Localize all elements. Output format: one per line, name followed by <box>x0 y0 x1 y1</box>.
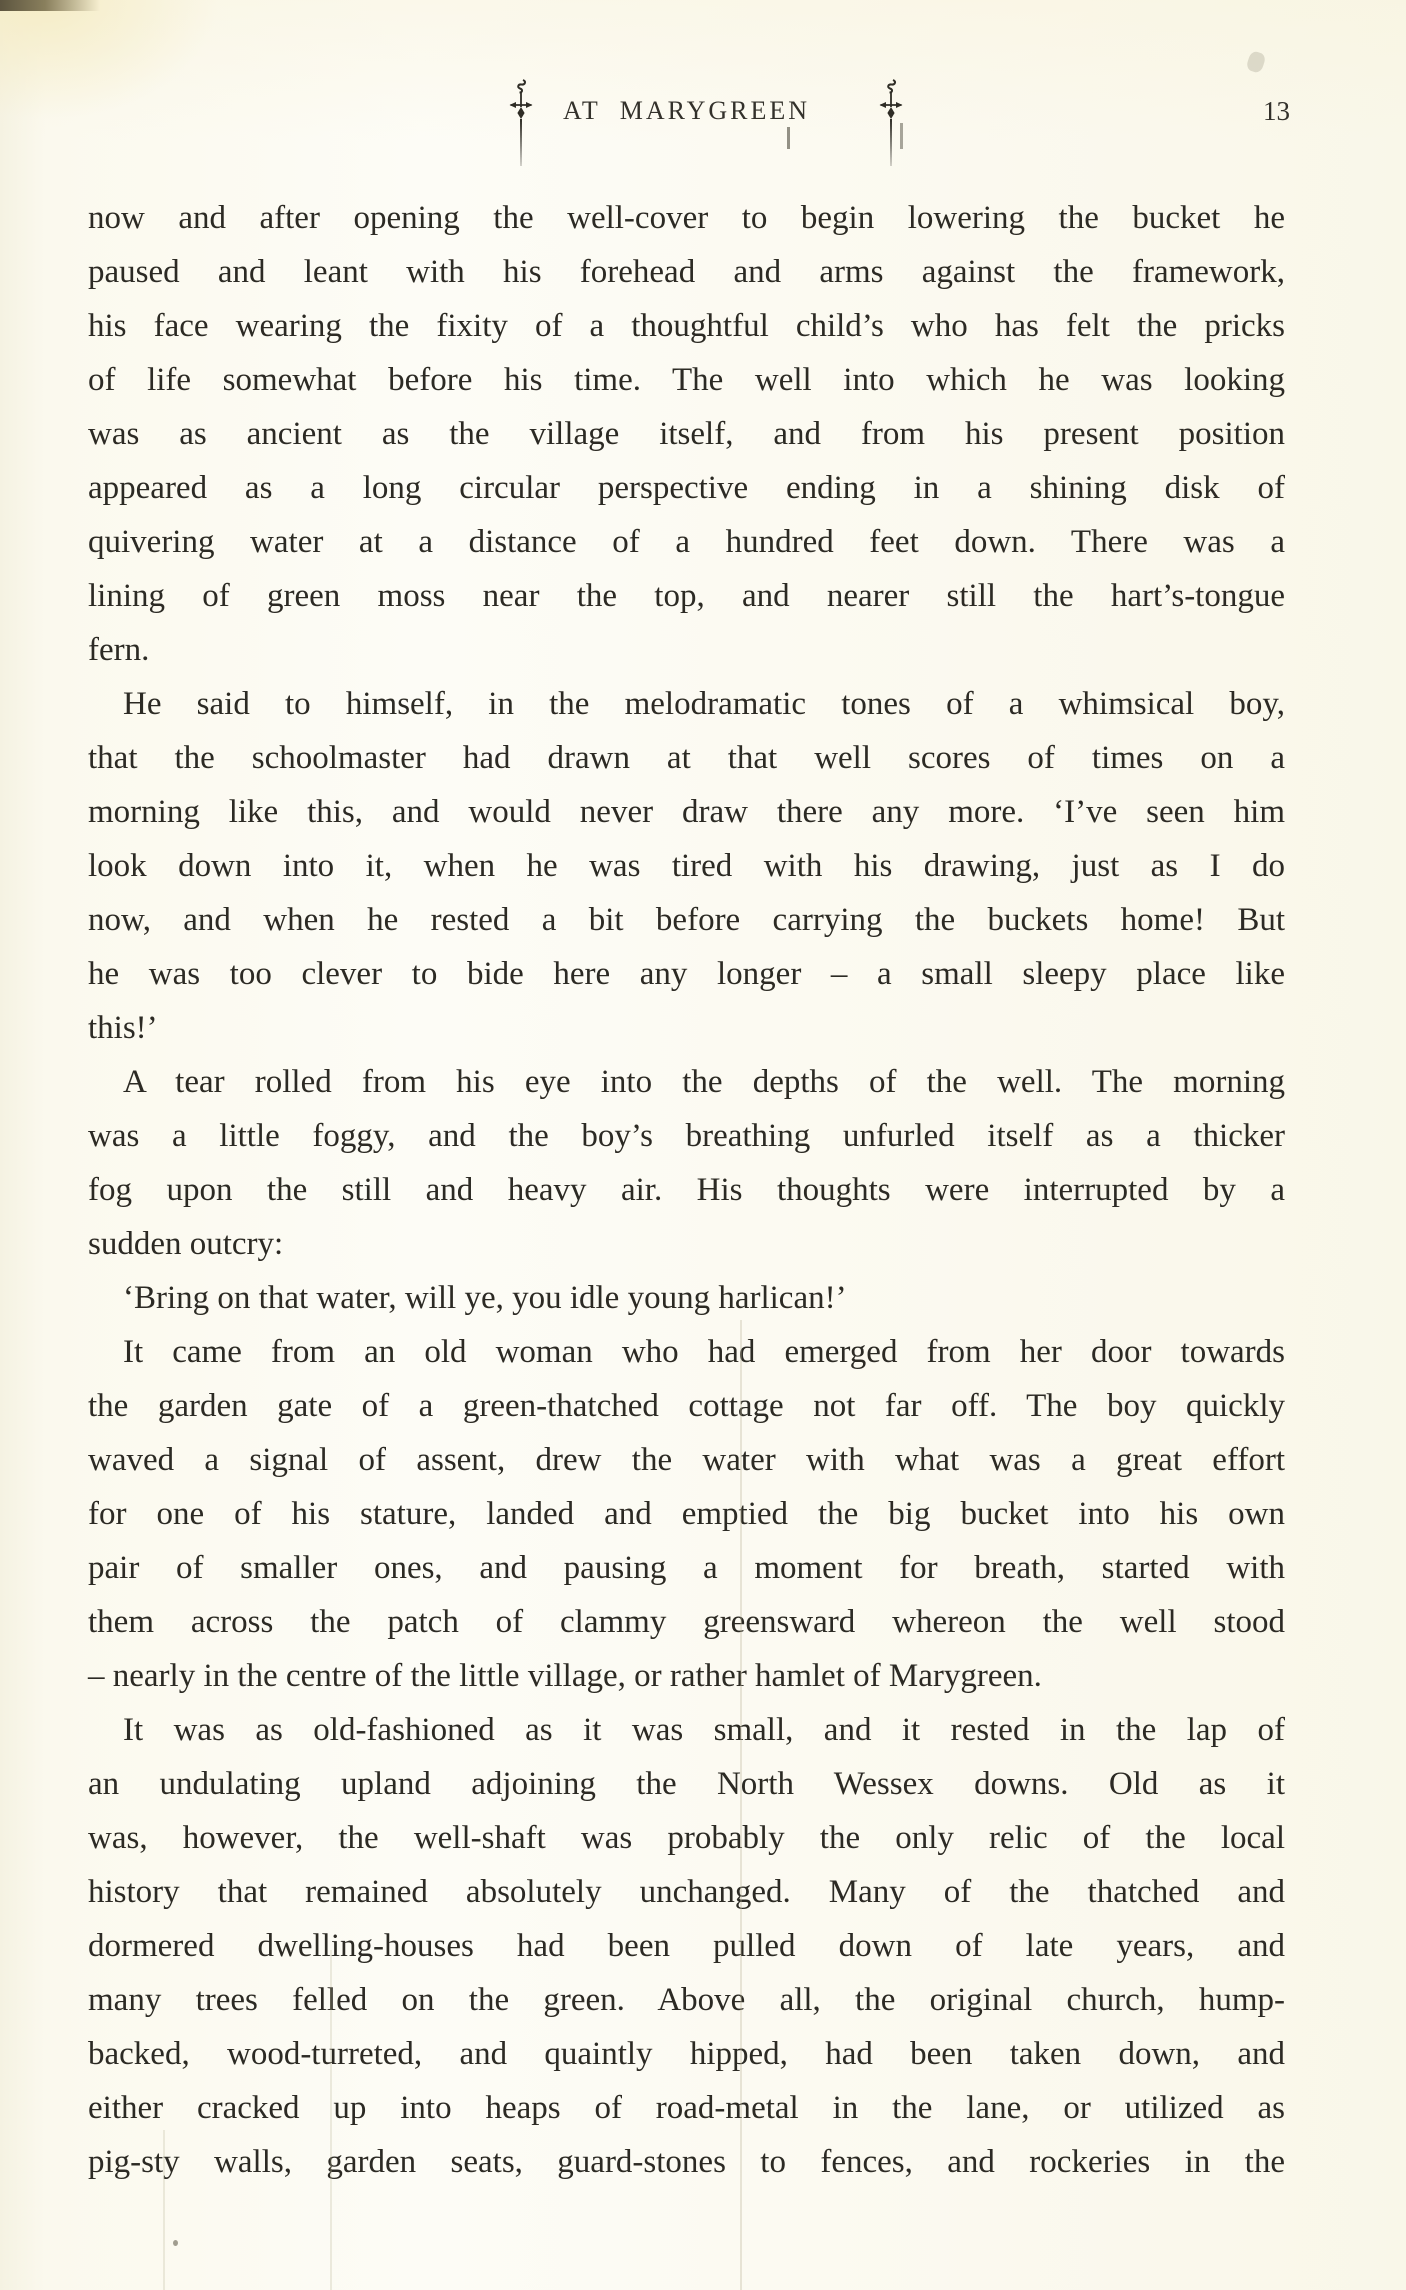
scan-artifact <box>173 2240 178 2246</box>
text-line: history that remained absolutely unchanged. Many of the thatched and <box>88 1874 1285 1910</box>
text-line: them across the patch of clammy greensward whereon the well stood <box>88 1604 1285 1640</box>
text-line: either cracked up into heaps of road-metal in the lane, or utilized as <box>88 2090 1285 2126</box>
scan-artifact <box>0 0 100 11</box>
text-line: his face wearing the fixity of a thoughtful child’s who has felt the pricks <box>88 308 1285 344</box>
text-line: A tear rolled from his eye into the depths of the well. The morning <box>123 1064 1285 1100</box>
text-line: look down into it, when he was tired with his drawing, just as I do <box>88 848 1285 884</box>
text-line: fog upon the still and heavy air. His thoughts were interrupted by a <box>88 1172 1285 1208</box>
text-line: pig-sty walls, garden seats, guard-stones to fences, and rockeries in the <box>88 2144 1285 2180</box>
dagger-ornament-icon <box>878 78 904 168</box>
text-line: fern. <box>88 632 150 668</box>
text-line: pair of smaller ones, and pausing a moment for breath, started with <box>88 1550 1285 1586</box>
text-line: paused and leant with his forehead and arms against the framework, <box>88 254 1285 290</box>
text-line: was a little foggy, and the boy’s breathing unfurled itself as a thicker <box>88 1118 1285 1154</box>
text-line: morning like this, and would never draw there any more. ‘I’ve seen him <box>88 794 1285 830</box>
text-line: the garden gate of a green-thatched cottage not far off. The boy quickly <box>88 1388 1285 1424</box>
text-line: quivering water at a distance of a hundred feet down. There was a <box>88 524 1285 560</box>
text-line: now and after opening the well-cover to begin lowering the bucket he <box>88 200 1285 236</box>
text-line: backed, wood-turreted, and quaintly hipped, had been taken down, and <box>88 2036 1285 2072</box>
text-line: was as ancient as the village itself, and from his present position <box>88 416 1285 452</box>
text-line: waved a signal of assent, drew the water with what was a great effort <box>88 1442 1285 1478</box>
text-line: for one of his stature, landed and emptied the big bucket into his own <box>88 1496 1285 1532</box>
scan-artifact <box>1245 50 1266 74</box>
text-line: that the schoolmaster had drawn at that well scores of times on a <box>88 740 1285 776</box>
text-line: ‘Bring on that water, will ye, you idle young harlican!’ <box>123 1280 847 1316</box>
page-number: 13 <box>1263 96 1290 126</box>
text-line: It was as old-fashioned as it was small, and it rested in the lap of <box>123 1712 1285 1748</box>
running-header <box>88 96 1285 136</box>
text-line: appeared as a long circular perspective ending in a shining disk of <box>88 470 1285 506</box>
text-line: this!’ <box>88 1010 158 1046</box>
text-line: – nearly in the centre of the little village, or rather hamlet of Marygreen. <box>88 1658 1042 1694</box>
text-line: an undulating upland adjoining the North Wessex downs. Old as it <box>88 1766 1285 1802</box>
text-line: sudden outcry: <box>88 1226 284 1262</box>
text-line: lining of green moss near the top, and nearer still the hart’s-tongue <box>88 578 1285 614</box>
text-block <box>88 191 1285 2189</box>
text-line: It came from an old woman who had emerged from her door towards <box>123 1334 1285 1370</box>
text-line: of life somewhat before his time. The well into which he was looking <box>88 362 1285 398</box>
text-line: dormered dwelling-houses had been pulled down of late years, and <box>88 1928 1285 1964</box>
text-line: was, however, the well-shaft was probably the only relic of the local <box>88 1820 1285 1856</box>
text-line: He said to himself, in the melodramatic tones of a whimsical boy, <box>123 686 1285 722</box>
text-line: he was too clever to bide here any longer – a small sleepy place like <box>88 956 1285 992</box>
page-title: AT MARYGREEN <box>562 96 811 125</box>
text-line: now, and when he rested a bit before carrying the buckets home! But <box>88 902 1285 938</box>
text-line: many trees felled on the green. Above all, the original church, hump- <box>88 1982 1285 2018</box>
